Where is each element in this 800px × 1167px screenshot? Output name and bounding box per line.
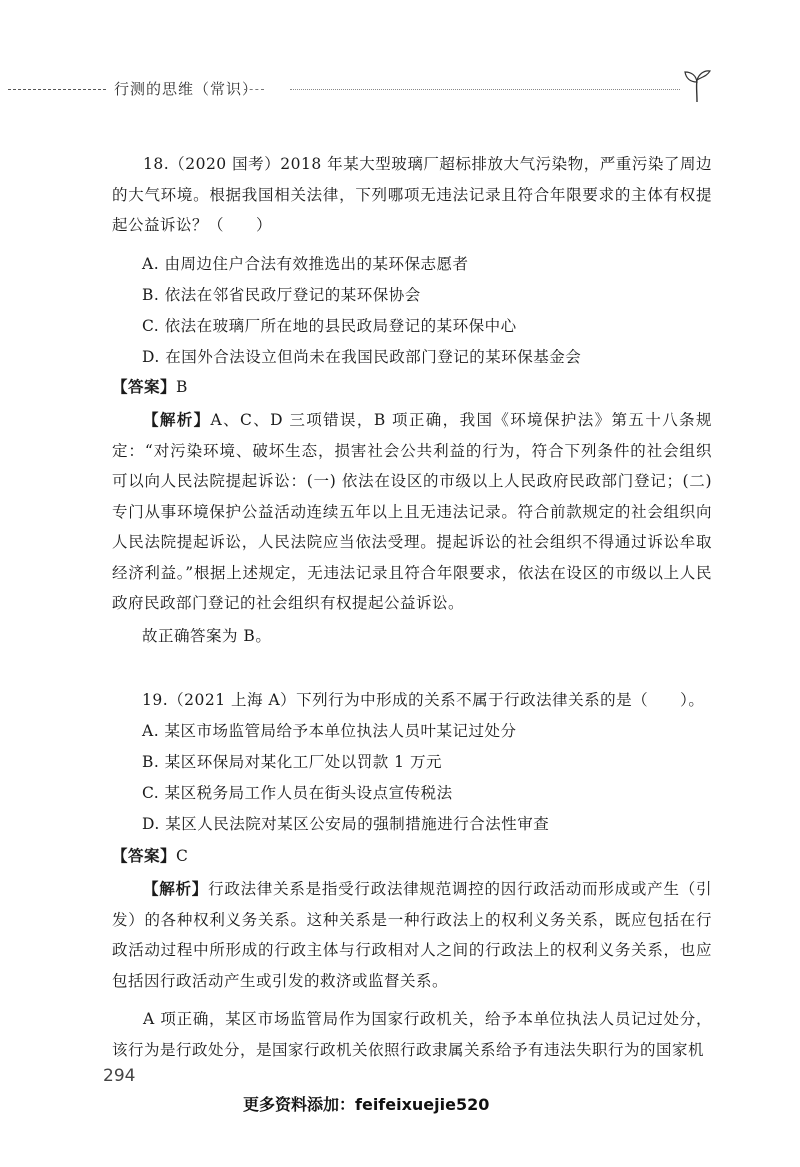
q18-answer-label: 【答案】 <box>112 378 177 396</box>
header-rule-left <box>8 89 106 90</box>
sprout-icon <box>682 68 712 104</box>
q19-answer-label: 【答案】 <box>112 847 177 865</box>
q19-option-b: B. 某区环保局对某化工厂处以罚款 1 万元 <box>142 753 442 771</box>
q18-option-a: A. 由周边住户合法有效推选出的某环保志愿者 <box>142 255 469 273</box>
q18-option-c: C. 依法在玻璃厂所在地的县民政局登记的某环保中心 <box>142 317 517 335</box>
q19-option-c: C. 某区税务局工作人员在街头设点宣传税法 <box>142 784 453 802</box>
page-number: 294 <box>103 1066 136 1086</box>
q18-answer <box>112 375 188 397</box>
q18-analysis-text: A、C、D 三项错误，B 项正确，我国《环境保护法》第五十八条规定：“对污染环境、破坏生态，损害社会公共利益的行为，符合下列条件的社会组织可以向人民法院提起诉讼：(一) 依法在设区的市级以上人民政府民政部门登记；(二) 专门从事环境保护公益活动连续五年以上且无违法记录。符合前款规定的社会组织向人民法院提起诉讼，人民法院应当依法受理。提起诉讼的社会组织不得通过诉讼牟取经济利益。”根据上述规定，无违法记录且符合年限要求，依法在设区的市级以上人民政府民政部门登记的社会组织有权提起公益诉讼。 <box>112 411 712 612</box>
footer-note: 更多资料添加：feifeixuejie520 <box>243 1095 490 1114</box>
q19-stem: 19.（2021 上海 A）下列行为中形成的关系不属于行政法律关系的是（ ）。 <box>142 691 705 709</box>
q18-answer-value: B <box>176 378 188 396</box>
q18-option-b: B. 依法在邻省民政厅登记的某环保协会 <box>142 286 421 304</box>
q19-analysis-a: A 项正确，某区市场监管局作为国家行政机关，给予本单位执法人员记过处分，该行为是行政处分，是国家行政机关依照行政隶属关系给予有违法失职行为的国家机 <box>112 1010 712 1059</box>
q18-analysis-label: 【解析】 <box>143 411 211 429</box>
q19-answer <box>112 844 188 866</box>
header-rule-right <box>290 89 680 90</box>
q18-stem: 18.（2020 国考）2018 年某大型玻璃厂超标排放大气污染物，严重污染了周边的大气环境。根据我国相关法律，下列哪项无违法记录且符合年限要求的主体有权提起公益诉讼？（ ） <box>112 155 712 234</box>
q19-answer-value: C <box>176 847 189 865</box>
q18-option-d: D. 在国外合法设立但尚未在我国民政部门登记的某环保基金会 <box>142 348 582 366</box>
q18-conclusion: 故正确答案为 B。 <box>142 627 272 645</box>
running-header-title: 行测的思维（常识） <box>114 80 259 98</box>
q18-analysis <box>112 405 712 619</box>
q19-analysis <box>112 874 712 996</box>
q19-option-a: A. 某区市场监管局给予本单位执法人员叶某记过处分 <box>142 722 517 740</box>
q19-analysis-label: 【解析】 <box>143 880 209 898</box>
q19-analysis-text: 行政法律关系是指受行政法律规范调控的因行政活动而形成或产生（引发）的各种权利义务关系。这种关系是一种行政法上的权利义务关系，既应包括在行政活动过程中所形成的行政主体与行政相对人之间的行政法上的权利义务关系，也应包括因行政活动产生或引发的救济或监督关系。 <box>112 880 712 990</box>
header-rule-mid <box>244 89 264 90</box>
q19-option-d: D. 某区人民法院对某区公安局的强制措施进行合法性审查 <box>142 815 550 833</box>
